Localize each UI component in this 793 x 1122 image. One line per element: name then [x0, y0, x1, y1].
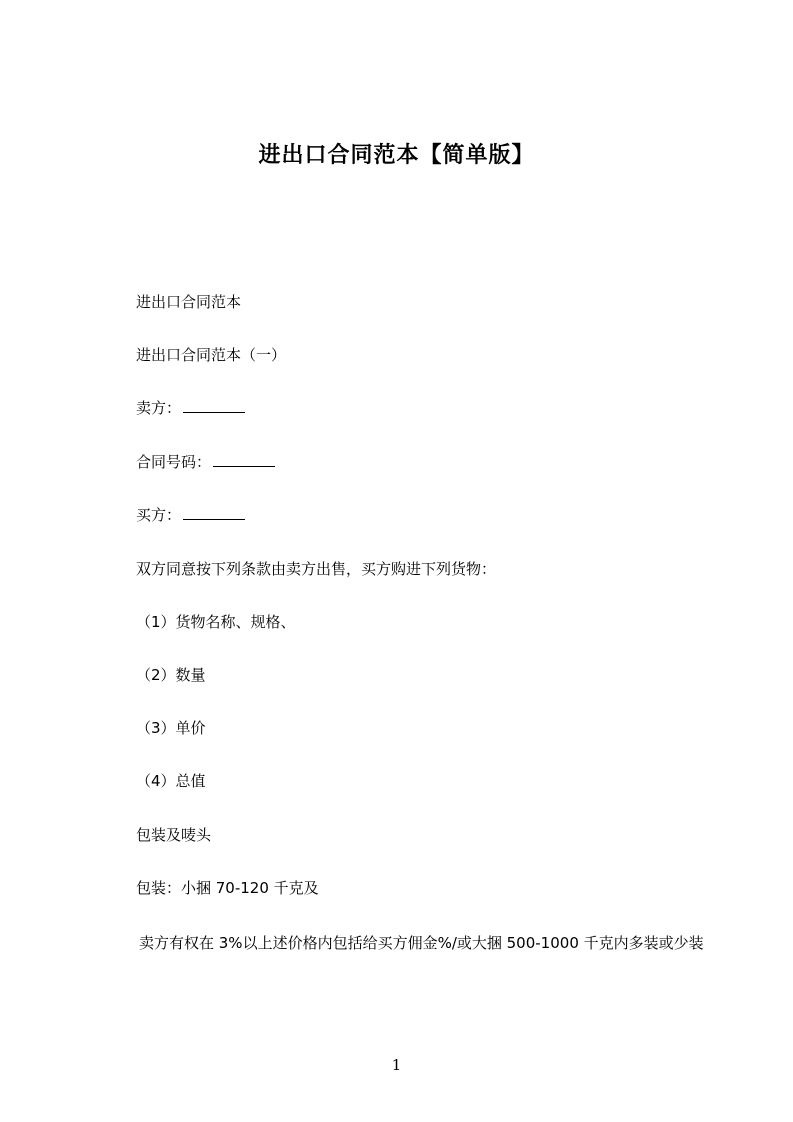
clause-total-value: （4）总值: [136, 772, 206, 790]
packing-line: 包装：小捆 70-120 千克及: [136, 879, 319, 897]
tolerance-paragraph: 卖方有权在 3%以上述价格内包括给买方佣金%/或大捆 500-1000 千克内多装或少装: [139, 934, 704, 952]
document-title: 进出口合同范本【简单版】: [258, 143, 535, 168]
agreement-statement: 双方同意按下列条款由卖方出售，买方购进下列货物：: [136, 560, 497, 578]
buyer-label: 买方：: [136, 506, 182, 524]
buyer-field: [136, 505, 245, 525]
contract-subtitle: 进出口合同范本（一）: [136, 346, 287, 364]
section-heading: 进出口合同范本: [136, 293, 242, 311]
seller-blank: [183, 398, 245, 413]
contract-number-label: 合同号码：: [136, 453, 212, 471]
buyer-blank: [183, 505, 245, 520]
seller-field: [136, 398, 245, 418]
clause-quantity: （2）数量: [136, 666, 206, 684]
packing-heading: 包装及唛头: [136, 826, 212, 844]
clause-goods-name: （1）货物名称、规格、: [136, 613, 296, 631]
contract-number-field: [136, 452, 275, 472]
page-number: 1: [391, 1056, 402, 1074]
clause-unit-price: （3）单价: [136, 719, 206, 737]
contract-number-blank: [213, 452, 275, 467]
seller-label: 卖方：: [136, 399, 182, 417]
